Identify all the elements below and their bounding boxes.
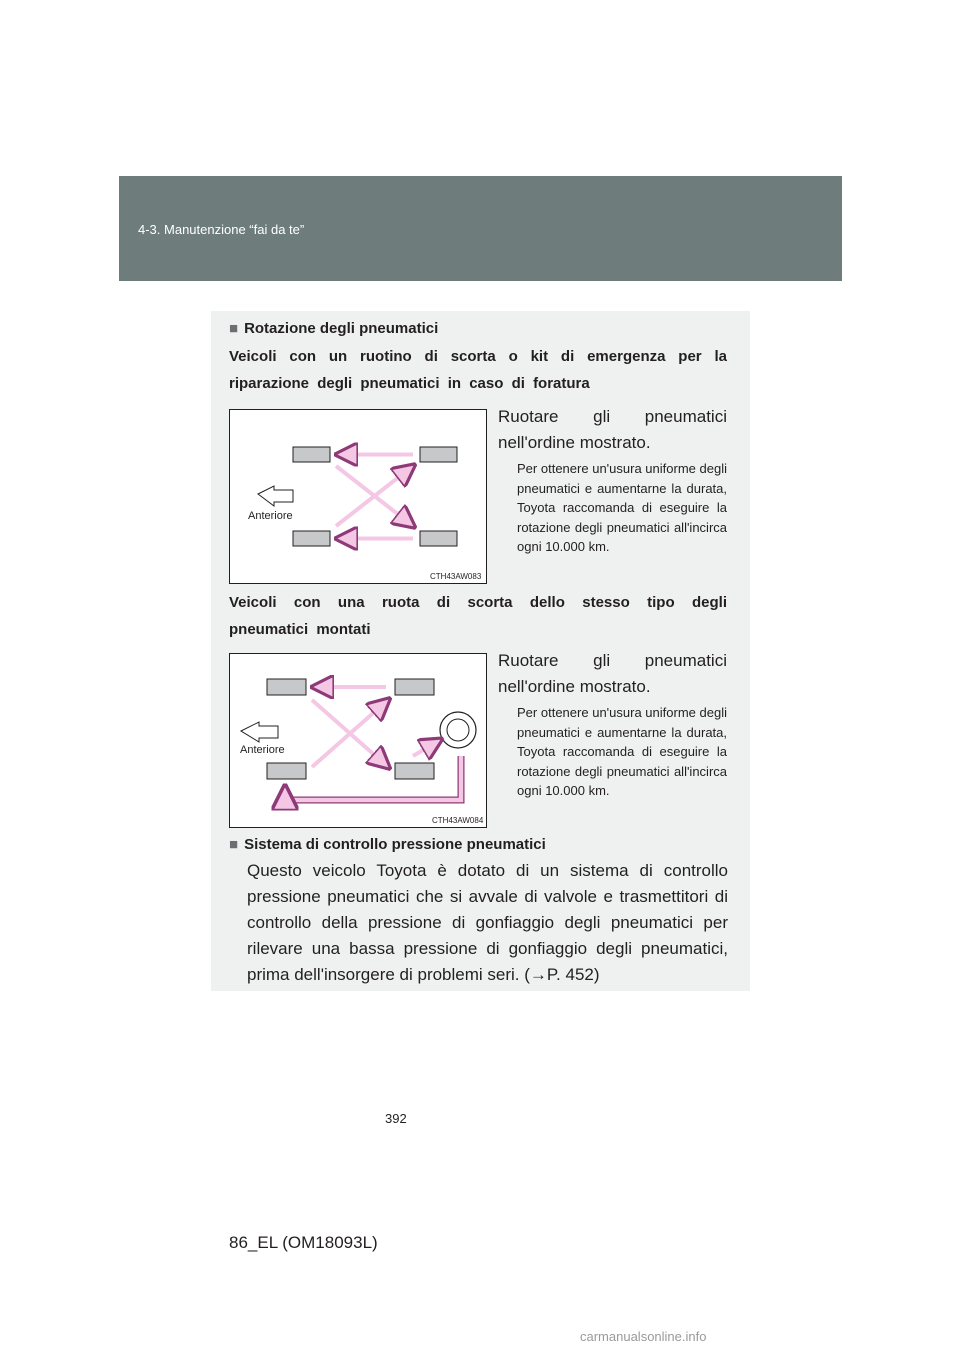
- case2-note: Per ottenere un'usura uniforme degli pneumatici e aumentarne la durata, Toyota raccomanda di eseguire la rotazione degli pneumatici all'incirca ogni 10.000 km.: [517, 705, 727, 798]
- rotation-arrows: [285, 687, 461, 800]
- spare-tire: [440, 712, 476, 748]
- tire-front-left: [293, 447, 330, 462]
- section-title: 4-3. Manutenzione “fai da te”: [138, 222, 305, 237]
- rotation-arrows: [336, 455, 413, 539]
- rotation-heading-text: Rotazione degli pneumatici: [244, 320, 439, 337]
- case1-note: Per ottenere un'usura uniforme degli pneumatici e aumentarne la durata, Toyota raccomanda di eseguire la rotazione degli pneumatici all'incirca ogni 10.000 km.: [517, 461, 727, 554]
- tire-rear-left: [395, 679, 434, 695]
- square-bullet-icon: ■: [229, 320, 239, 337]
- tire-rear-right: [395, 763, 434, 779]
- figure-code-1: CTH43AW083: [430, 572, 482, 581]
- case1-instruction: Ruotare gli pneumatici nell'ordine mostrato.: [498, 407, 727, 452]
- rotation-diagram-2: [229, 653, 487, 828]
- tpms-heading: [229, 836, 546, 853]
- case1-title: Veicoli con un ruotino di scorta o kit di emergenza per la riparazione degli pneumatici in caso di foratura: [229, 348, 727, 392]
- front-label: Anteriore: [248, 510, 293, 522]
- tpms-body: Questo veicolo Toyota è dotato di un sistema di controllo pressione pneumatici che si avvale di valvole e trasmettitori di controllo della pressione di gonfiaggio degli pneumatici per rilevare una bassa pressione di gonfiaggio degli pneumatici, prima dell'insorgere di problemi seri. (→P. 452): [247, 861, 728, 984]
- rotation-diagram-1-svg: [230, 410, 486, 583]
- tire-front-left: [267, 679, 306, 695]
- watermark: carmanualsonline.info: [580, 1329, 707, 1344]
- case2-instruction: Ruotare gli pneumatici nell'ordine mostrato.: [498, 651, 727, 696]
- tire-front-right: [293, 531, 330, 546]
- page-number: 392: [385, 1111, 407, 1126]
- front-label: Anteriore: [240, 744, 285, 756]
- tire-rear-right: [420, 531, 457, 546]
- rotation-heading: [229, 320, 438, 337]
- case2-title: Veicoli con una ruota di scorta dello stesso tipo degli pneumatici montati: [229, 594, 727, 638]
- rotation-diagram-2-svg: [230, 654, 486, 827]
- tire-rear-left: [420, 447, 457, 462]
- square-bullet-icon: ■: [229, 836, 239, 853]
- document-code: 86_EL (OM18093L): [229, 1233, 378, 1252]
- figure-code-2: CTH43AW084: [432, 816, 484, 825]
- front-direction-icon: [241, 722, 278, 742]
- tpms-heading-text: Sistema di controllo pressione pneumatici: [244, 836, 546, 853]
- rotation-diagram-1: [229, 409, 487, 584]
- tire-front-right: [267, 763, 306, 779]
- front-direction-icon: [258, 486, 293, 506]
